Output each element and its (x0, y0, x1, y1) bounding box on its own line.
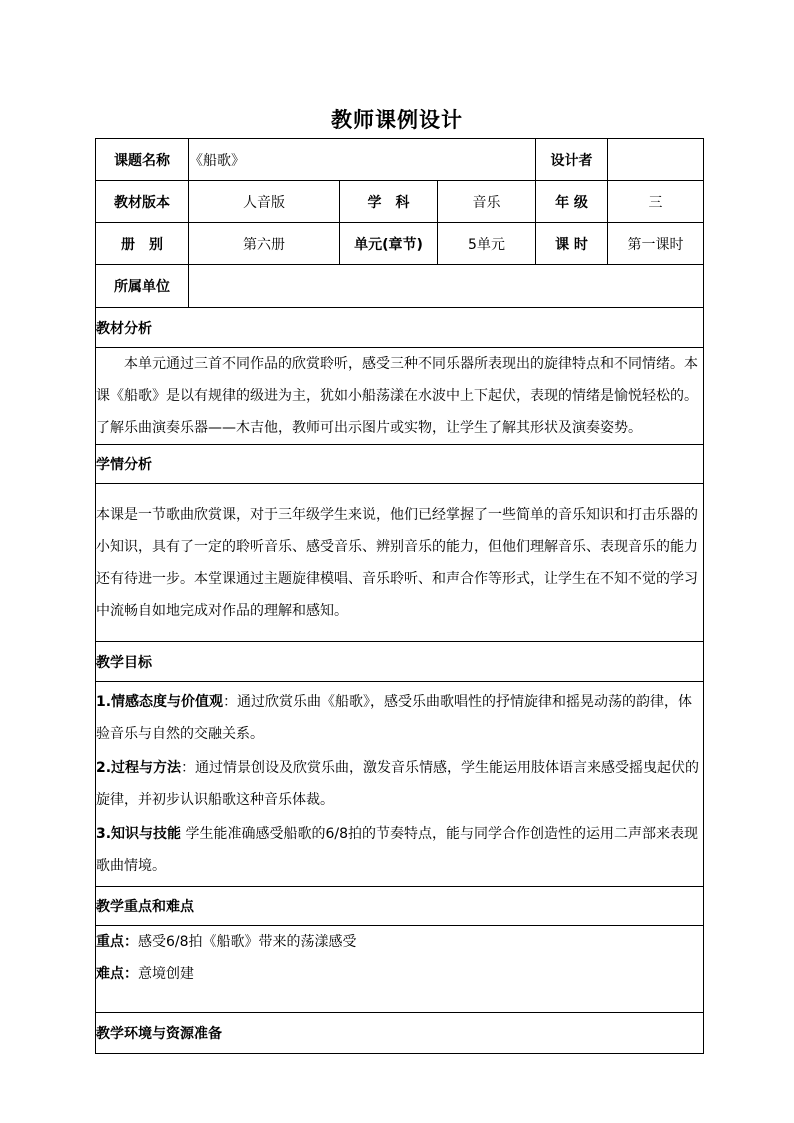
key-label: 重点： (96, 934, 138, 950)
section-env-header (96, 1013, 704, 1054)
row-topic (96, 139, 704, 181)
goal-3-text: 学生能准确感受船歌的6/8拍的节奏特点，能与同学合作创造性的运用二声部来表现歌曲情境。 (96, 826, 699, 874)
school-label: 所属单位 (96, 265, 189, 308)
volume-label: 册 别 (96, 223, 189, 265)
edition-value: 人音版 (189, 181, 340, 223)
unit-label: 单元(章节) (340, 223, 438, 265)
goal-3-key: 3.知识与技能 (96, 826, 182, 842)
row-volume (96, 223, 704, 265)
goal-3 (96, 818, 703, 882)
section-material-header (96, 308, 704, 348)
school-value (189, 265, 704, 308)
topic-label: 课题名称 (96, 139, 189, 181)
goal-1 (96, 686, 703, 750)
section-keypoints-body (96, 926, 704, 1013)
material-text: 本单元通过三首不同作品的欣赏聆听，感受三种不同乐器所表现出的旋律特点和不同情绪。本课《船歌》是以有规律的级进为主，犹如小船荡漾在水波中上下起伏，表现的情绪是愉悦轻松的。了解乐曲演奏乐器——木吉他，教师可出示图片或实物，让学生了解其形状及演奏姿势。 (96, 356, 698, 436)
student-title: 学情分析 (96, 445, 704, 484)
edition-label: 教材版本 (96, 181, 189, 223)
key-point (96, 926, 703, 958)
section-student-header (96, 445, 704, 484)
goal-2 (96, 752, 703, 816)
goal-1-text: ：通过欣赏乐曲《船歌》，感受乐曲歌唱性的抒情旋律和摇晃动荡的韵律，体验音乐与自然的交融关系。 (96, 694, 693, 742)
goal-1-key: 1.情感态度与价值观 (96, 694, 224, 710)
difficult-label: 难点： (96, 966, 138, 982)
grade-value: 三 (608, 181, 704, 223)
goal-2-text: ：通过情景创设及欣赏乐曲，激发音乐情感，学生能运用肢体语言来感受摇曳起伏的旋律，并初步认识船歌这种音乐体裁。 (96, 760, 700, 808)
volume-value: 第六册 (189, 223, 340, 265)
unit-value: 5单元 (438, 223, 536, 265)
subject-value: 音乐 (438, 181, 536, 223)
subject-label: 学 科 (340, 181, 438, 223)
section-goals-body (96, 682, 704, 887)
section-keypoints-header (96, 887, 704, 926)
section-goals-header (96, 642, 704, 682)
difficult-point (96, 958, 703, 990)
page-title: 教师课例设计 (331, 108, 463, 132)
section-material-body (96, 348, 704, 445)
lesson-design-table (95, 138, 704, 1054)
env-title: 教学环境与资源准备 (96, 1013, 704, 1054)
lesson-label: 课 时 (536, 223, 608, 265)
grade-label: 年 级 (536, 181, 608, 223)
row-school (96, 265, 704, 308)
goals-title: 教学目标 (96, 642, 704, 682)
lesson-value: 第一课时 (608, 223, 704, 265)
topic-value: 《船歌》 (189, 139, 536, 181)
designer-label: 设计者 (536, 139, 608, 181)
goal-2-key: 2.过程与方法 (96, 760, 182, 776)
row-edition (96, 181, 704, 223)
difficult-text: 意境创建 (138, 966, 194, 982)
section-student-body (96, 484, 704, 642)
keypoints-title: 教学重点和难点 (96, 887, 704, 926)
designer-value (608, 139, 704, 181)
student-text: 本课是一节歌曲欣赏课，对于三年级学生来说，他们已经掌握了一些简单的音乐知识和打击乐器的小知识，具有了一定的聆听音乐、感受音乐、辨别音乐的能力，但他们理解音乐、表现音乐的能力还有待进一步。本堂课通过主题旋律模唱、音乐聆听、和声合作等形式，让学生在不知不觉的学习中流畅自如地完成对作品的理解和感知。 (96, 506, 698, 619)
key-text: 感受6/8拍《船歌》带来的荡漾感受 (138, 934, 357, 950)
material-title: 教材分析 (96, 308, 704, 348)
